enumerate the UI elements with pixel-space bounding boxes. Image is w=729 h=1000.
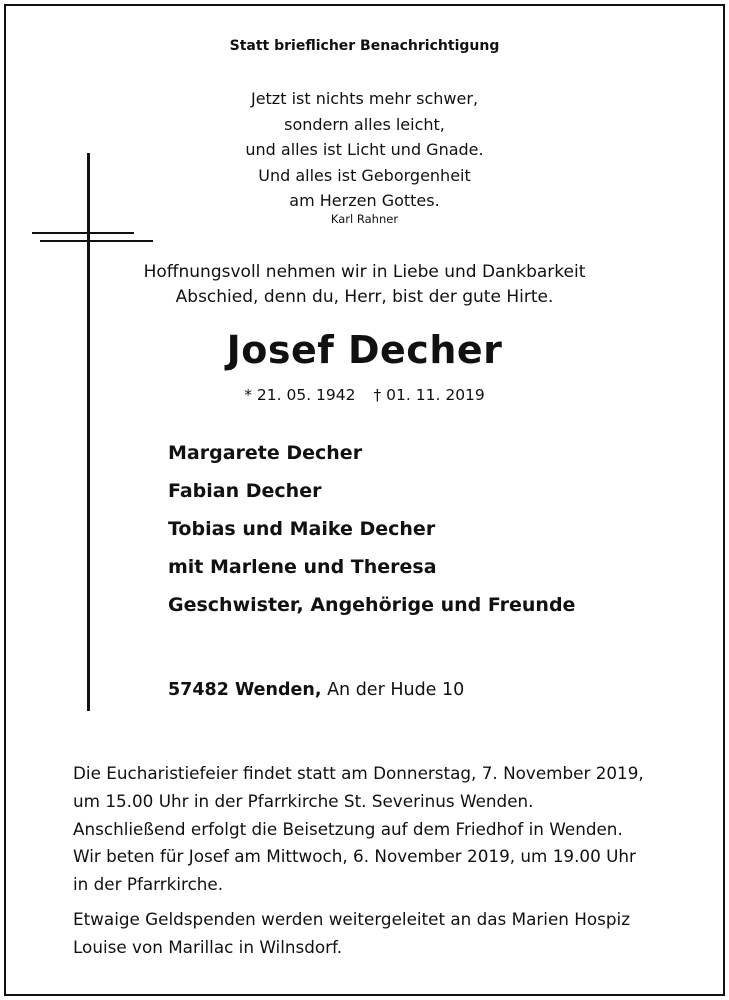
donation-info (73, 906, 713, 962)
deceased-name: Josef Decher (226, 328, 503, 372)
service-info-line: Die Eucharistiefeier findet statt am Donnerstag, 7. November 2019, (73, 763, 644, 783)
poem-line: und alles ist Licht und Gnade. (245, 140, 484, 159)
poem-line: Und alles ist Geborgenheit (258, 165, 471, 185)
service-info (73, 760, 713, 899)
birth-date: * 21. 05. 1942 (244, 386, 356, 404)
mourner: Geschwister, Angehörige und Freunde (168, 594, 576, 616)
tribute-line: Hoffnungsvoll nehmen wir in Liebe und Dankbarkeit (143, 262, 586, 282)
mourner: mit Marlene und Theresa (168, 556, 437, 578)
service-info-line: Anschließend erfolgt die Beisetzung auf dem Friedhof in Wenden. (73, 818, 623, 839)
mourner: Tobias und Maike Decher (168, 518, 436, 540)
address-street: An der Hude 10 (327, 680, 465, 700)
donation-info-line: Louise von Marillac in Wilnsdorf. (73, 936, 343, 957)
mourner: Margarete Decher (168, 442, 363, 464)
service-info-line: um 15.00 Uhr in der Pfarrkirche St. Severinus Wenden. (73, 790, 534, 811)
service-info-line: Wir beten für Josef am Mittwoch, 6. November 2019, um 19.00 Uhr (73, 846, 636, 867)
mourner: Fabian Decher (168, 480, 322, 502)
death-date: † 01. 11. 2019 (373, 386, 485, 404)
tribute-text (0, 260, 729, 310)
address (168, 680, 464, 700)
notice-header: Statt brieflicher Benachrichtigung (229, 38, 500, 54)
donation-info-line: Etwaige Geldspenden werden weitergeleitet an das Marien Hospiz (73, 909, 631, 929)
life-dates (0, 386, 729, 404)
service-info-line: in der Pfarrkirche. (73, 874, 224, 895)
tribute-line: Abschied, denn du, Herr, bist der gute Hirte. (175, 287, 554, 307)
mourners-list (168, 434, 575, 624)
poem-author: Karl Rahner (330, 212, 399, 226)
poem-line: am Herzen Gottes. (289, 191, 440, 210)
address-city: 57482 Wenden, (168, 680, 322, 700)
poem (0, 86, 729, 214)
poem-line: sondern alles leicht, (284, 114, 445, 134)
poem-line: Jetzt ist nichts mehr schwer, (250, 89, 479, 108)
